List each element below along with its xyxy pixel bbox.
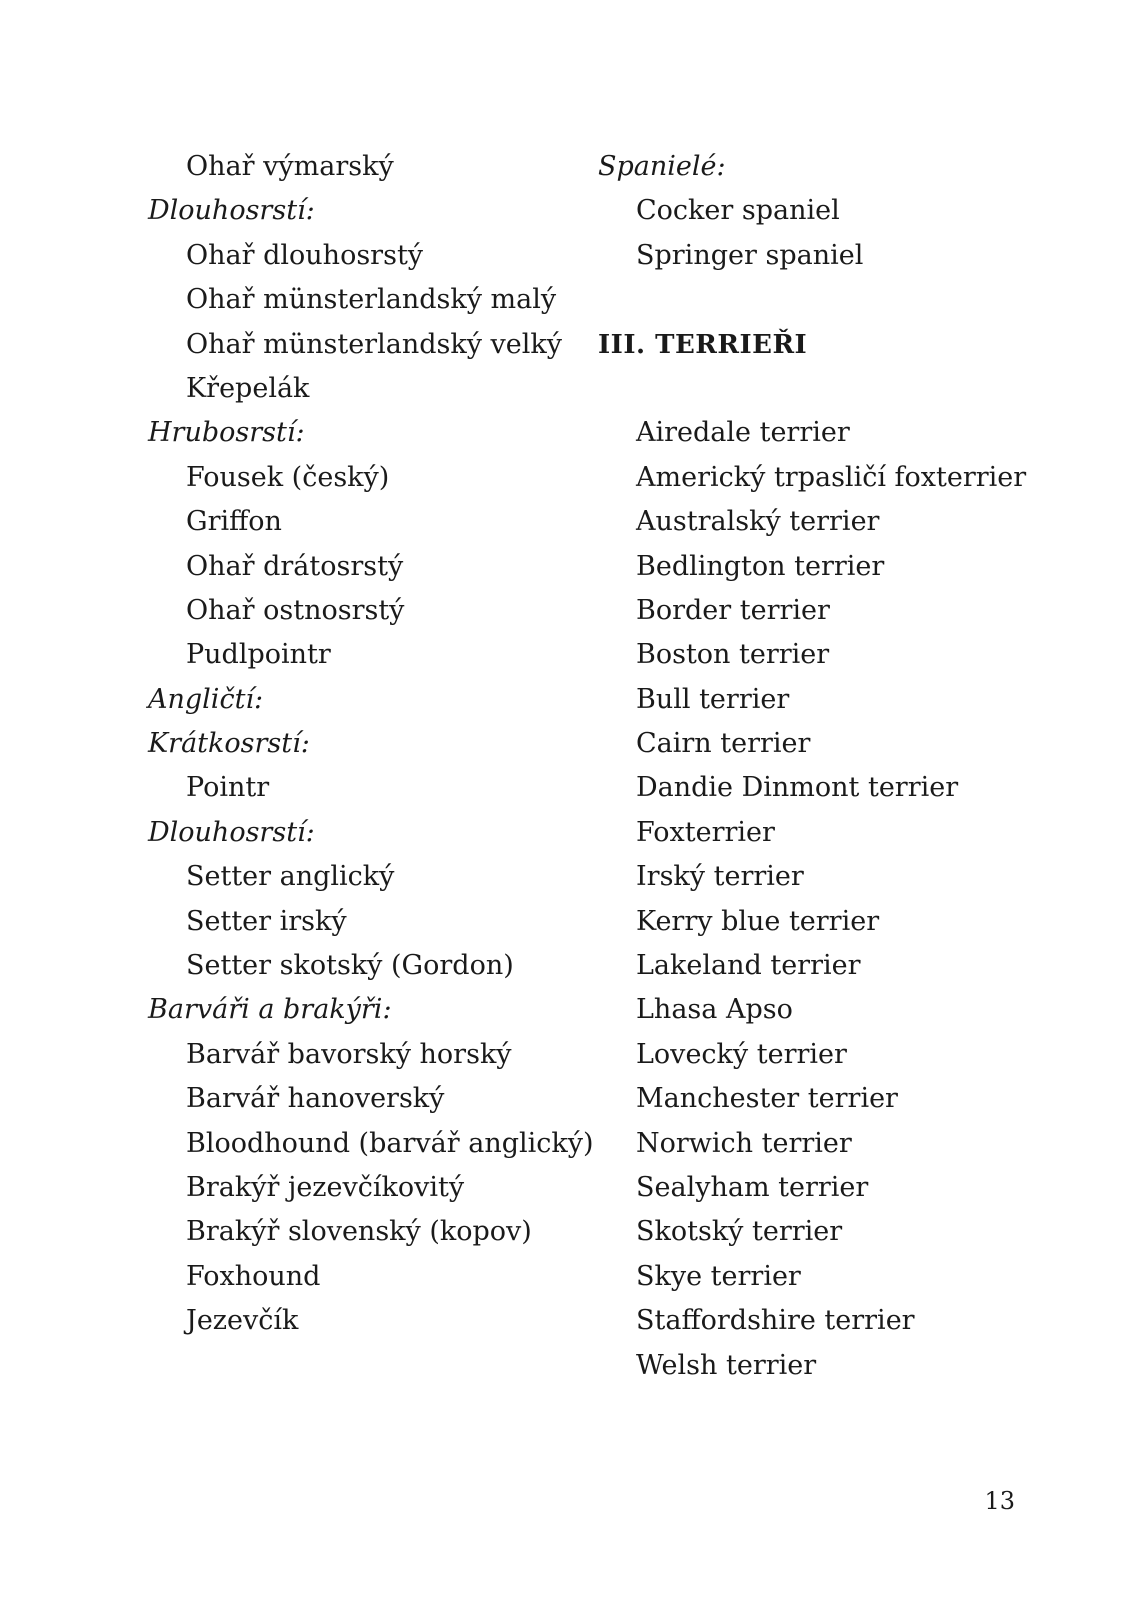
breed-item: Bedlington terrier — [636, 550, 885, 582]
breed-item: Ohař ostnosrstý — [186, 594, 405, 626]
breed-item: Brakýř jezevčíkovitý — [186, 1171, 465, 1203]
page-number: 13 — [984, 1487, 1015, 1515]
breed-item: Barvář bavorský horský — [186, 1038, 512, 1070]
breed-item: Ohař výmarský — [186, 151, 394, 182]
breed-item: Manchester terrier — [636, 1083, 898, 1115]
category-label: Krátkosrstí: — [148, 728, 310, 760]
category-label: Spanielé: — [598, 151, 726, 182]
breed-item: Bloodhound (barvář anglický) — [186, 1127, 594, 1159]
breed-item: Fousek (český) — [186, 461, 390, 493]
category-label: Barváři a brakýři: — [148, 994, 392, 1026]
breed-item: Pudlpointr — [186, 639, 331, 671]
breed-item: Foxterrier — [636, 816, 775, 848]
breed-item: Americký trpasličí foxterrier — [636, 461, 1027, 493]
breed-item: Setter skotský (Gordon) — [186, 950, 514, 982]
breed-item: Staffordshire terrier — [636, 1305, 915, 1337]
breed-item: Pointr — [186, 772, 270, 804]
breed-item: Irský terrier — [636, 861, 804, 893]
blank-line — [598, 278, 1118, 322]
breed-item: Griffon — [186, 506, 282, 538]
breed-item: Springer spaniel — [636, 239, 864, 271]
section-heading: III. TERRIEŘI — [598, 329, 808, 360]
breed-item: Cairn terrier — [636, 728, 811, 760]
breed-item: Australský terrier — [636, 506, 880, 538]
breed-item: Skotský terrier — [636, 1216, 843, 1248]
breed-item: Jezevčík — [186, 1305, 299, 1337]
breed-item: Kerry blue terrier — [636, 905, 880, 937]
breed-item: Boston terrier — [636, 639, 830, 671]
breed-item: Bull terrier — [636, 683, 790, 715]
breed-item: Barvář hanoverský — [186, 1083, 445, 1115]
breed-item: Brakýř slovenský (kopov) — [186, 1216, 532, 1248]
breed-item: Lakeland terrier — [636, 950, 861, 982]
breed-item: Setter irský — [186, 905, 347, 937]
breed-item: Sealyham terrier — [636, 1171, 869, 1203]
breed-item: Ohař münsterlandský malý — [186, 284, 557, 316]
left-column — [148, 145, 594, 1344]
category-label: Hrubosrstí: — [148, 417, 305, 449]
blank-line — [598, 367, 1118, 411]
category-label: Angličtí: — [148, 683, 264, 715]
breed-item: Setter anglický — [186, 861, 395, 893]
breed-item: Border terrier — [636, 594, 830, 626]
breed-item: Lhasa Apso — [636, 994, 793, 1026]
breed-item: Lovecký terrier — [636, 1038, 847, 1070]
category-label: Dlouhosrstí: — [148, 816, 315, 848]
breed-item: Welsh terrier — [636, 1349, 817, 1381]
breed-item: Křepelák — [186, 372, 310, 404]
right-column — [598, 145, 1118, 1388]
breed-item: Dandie Dinmont terrier — [636, 772, 959, 804]
breed-item: Ohař drátosrstý — [186, 550, 404, 582]
breed-item: Ohař dlouhosrstý — [186, 239, 424, 271]
breed-item: Foxhound — [186, 1260, 321, 1292]
category-label: Dlouhosrstí: — [148, 195, 315, 227]
breed-item: Cocker spaniel — [636, 195, 840, 227]
breed-item: Airedale terrier — [636, 417, 850, 449]
breed-item: Ohař münsterlandský velký — [186, 328, 563, 360]
breed-item: Norwich terrier — [636, 1127, 852, 1159]
breed-item: Skye terrier — [636, 1260, 801, 1292]
